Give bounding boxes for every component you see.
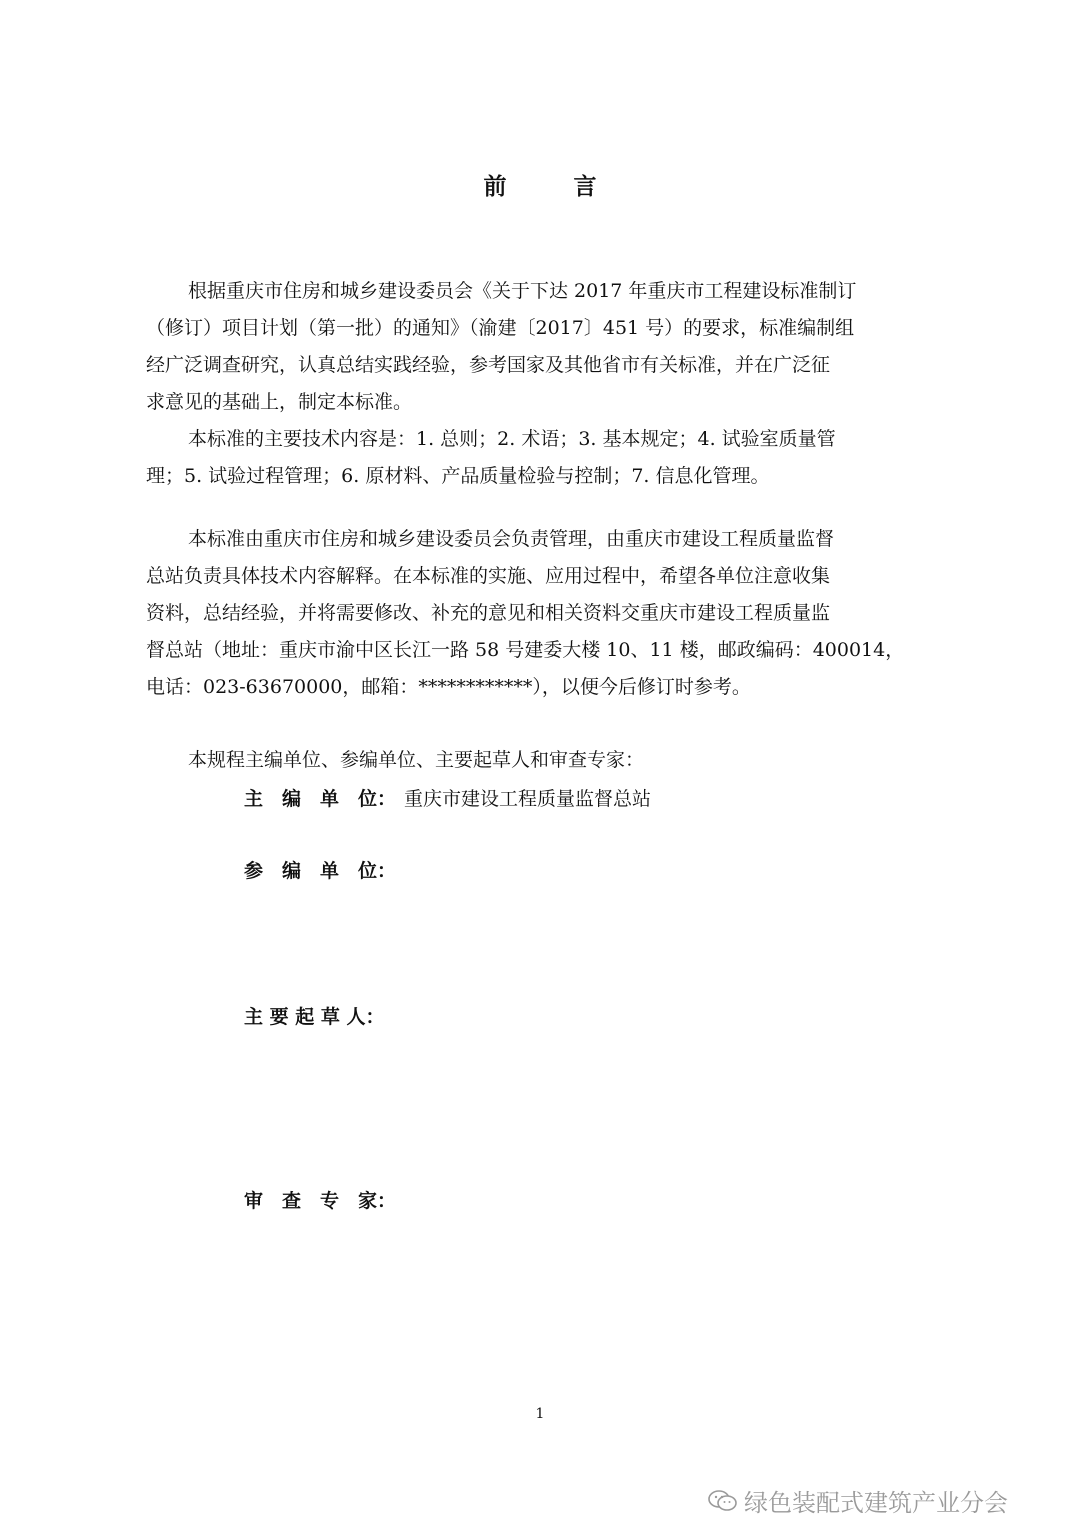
text-line: 经广泛调查研究，认真总结实践经验，参考国家及其他省市有关标准，并在广泛征 xyxy=(146,354,831,376)
text-line: 电话：023-63670000，邮箱：************），以便今后修订时参考。 xyxy=(146,676,751,698)
text-line: 求意见的基础上，制定本标准。 xyxy=(146,391,413,413)
text-line: 资料，总结经验，并将需要修改、补充的意见和相关资料交重庆市建设工程质量监 xyxy=(146,602,831,624)
units-intro: 本规程主编单位、参编单位、主要起草人和审查专家： xyxy=(188,749,645,771)
watermark xyxy=(708,1483,1008,1518)
chief-unit-row xyxy=(244,784,651,811)
drafters-row xyxy=(244,1002,404,1029)
watermark-text: 绿色装配式建筑产业分会 xyxy=(744,1489,1008,1517)
text-line: （修订）项目计划（第一批）的通知》（渝建〔2017〕451 号）的要求，标准编制组 xyxy=(146,317,855,339)
chief-unit-value: 重庆市建设工程质量监督总站 xyxy=(404,788,652,810)
reviewers-row xyxy=(244,1186,404,1213)
text-line: 总站负责具体技术内容解释。在本标准的实施、应用过程中，希望各单位注意收集 xyxy=(146,565,831,587)
page-number: 1 xyxy=(535,1406,545,1422)
text-line: 本标准的主要技术内容是：1. 总则；2. 术语；3. 基本规定；4. 试验室质量管 xyxy=(188,428,836,450)
reviewers-label: 审 查 专 家： xyxy=(244,1190,397,1212)
text-line: 本标准由重庆市住房和城乡建设委员会负责管理，由重庆市建设工程质量监督 xyxy=(188,528,835,550)
participating-unit-label: 参 编 单 位： xyxy=(244,860,397,882)
paragraph-management xyxy=(146,521,936,706)
paragraph-main-content xyxy=(146,421,936,495)
paragraph-background xyxy=(146,273,936,421)
text-line: 根据重庆市住房和城乡建设委员会《关于下达 2017 年重庆市工程建设标准制订 xyxy=(188,280,857,302)
page-title: 前 言 xyxy=(483,174,619,200)
participating-unit-row xyxy=(244,856,404,883)
chief-unit-label: 主 编 单 位： xyxy=(244,788,397,810)
text-line: 督总站（地址：重庆市渝中区长江一路 58 号建委大楼 10、11 楼，邮政编码：400014， xyxy=(146,639,905,661)
drafters-label: 主 要 起 草 人： xyxy=(244,1006,385,1028)
text-line: 理；5. 试验过程管理；6. 原材料、产品质量检验与控制；7. 信息化管理。 xyxy=(146,465,770,487)
wechat-icon xyxy=(708,1489,738,1513)
